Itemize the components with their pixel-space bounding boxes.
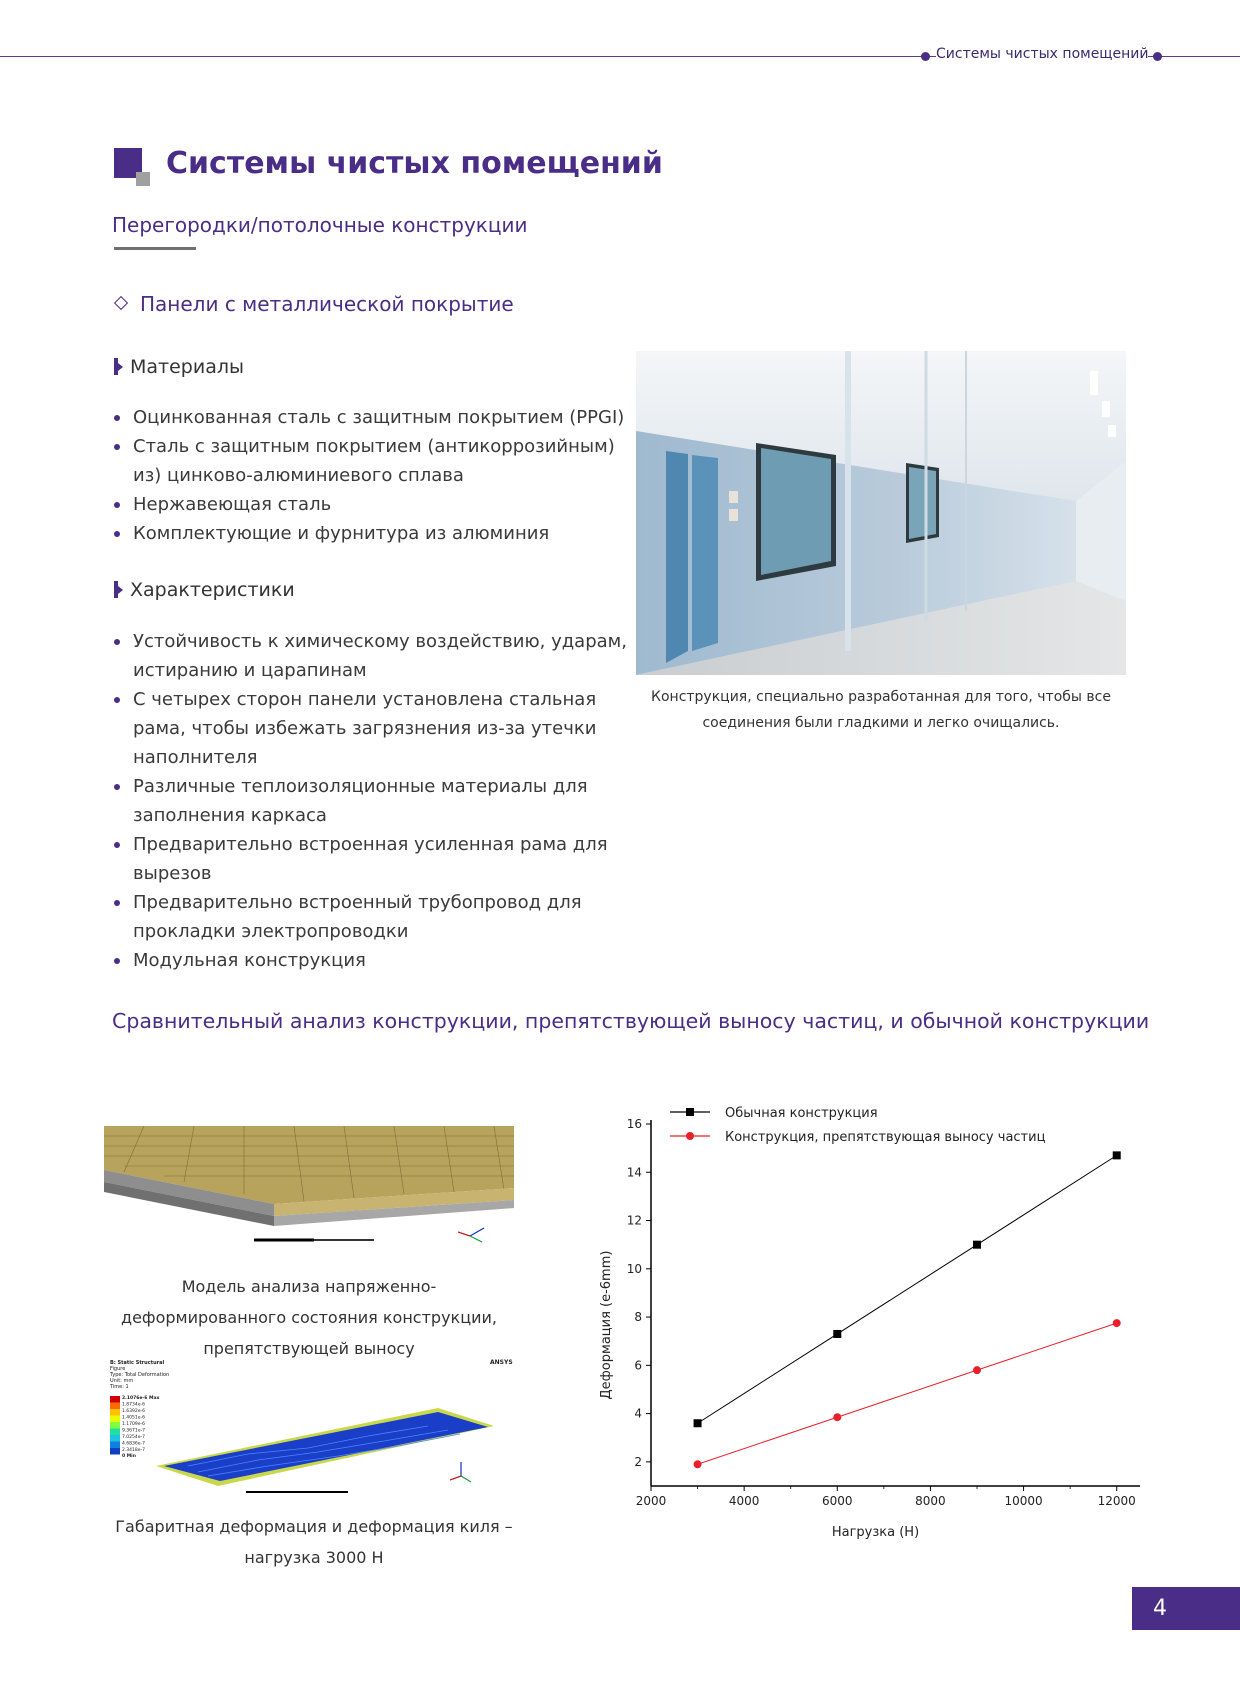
- ansys-logo: ANSYS: [490, 1359, 513, 1366]
- legend-label: Обычная конструкция: [725, 1106, 878, 1121]
- legend-label: 1.6392e-6: [122, 1409, 146, 1414]
- y-tick-label: 12: [626, 1213, 642, 1228]
- x-tick-label: 6000: [822, 1494, 853, 1508]
- list-item: Предварительно встроенная усиленная рама для вырезов: [112, 830, 632, 888]
- ansys-header-line: Time: 1: [110, 1384, 129, 1390]
- data-point: [1113, 1319, 1121, 1327]
- data-point: [694, 1419, 702, 1427]
- legend-label: 1.4051e-6: [122, 1415, 146, 1421]
- series-line: [698, 1323, 1117, 1464]
- diamond-icon: [114, 296, 128, 310]
- ansys-caption: Габаритная деформация и деформация киля – нагрузка 3000 Н: [115, 1517, 513, 1567]
- subtitle-underline: [114, 247, 196, 250]
- ansys-header-line: Figure: [110, 1366, 126, 1372]
- x-axis-label: Нагрузка (Н): [831, 1525, 920, 1540]
- header-dot-right: [1153, 52, 1162, 61]
- legend-label: 7.0254e-7: [122, 1435, 146, 1440]
- y-tick-label: 10: [626, 1261, 642, 1276]
- series-line: [698, 1155, 1117, 1423]
- list-item: Комплектующие и фурнитура из алюминия: [112, 519, 632, 548]
- x-tick-label: 2000: [635, 1494, 667, 1508]
- cleanroom-corridor-photo: [636, 351, 1126, 675]
- y-tick-label: 16: [626, 1117, 642, 1131]
- data-point: [833, 1413, 841, 1421]
- y-tick-label: 14: [626, 1165, 642, 1180]
- y-tick-label: 2: [634, 1454, 642, 1469]
- list-item: Модульная конструкция: [112, 946, 632, 975]
- list-item: С четырех сторон панели установлена стальная рама, чтобы избежать загрязнения из-за утечки наполнителя: [112, 685, 632, 772]
- ansys-header-line: Unit: mm: [110, 1378, 134, 1384]
- photo-caption: Конструкция, специально разработанная для того, чтобы все соединения были гладкими и легко очищались.: [651, 689, 1111, 731]
- data-point: [1113, 1151, 1121, 1159]
- legend-label: 9.3671e-7: [122, 1428, 146, 1434]
- legend-label: 2.3418e-7: [122, 1448, 146, 1453]
- list-item: Нержавеющая сталь: [112, 490, 632, 519]
- flag-marker-icon: [114, 358, 118, 375]
- materials-list: [112, 403, 632, 548]
- list-item: Предварительно встроенный трубопровод для прокладки электропроводки: [112, 888, 632, 946]
- list-item: Оцинкованная сталь с защитным покрытием (PPGI): [112, 403, 632, 432]
- ansys-deformation-figure: [108, 1356, 520, 1496]
- legend-marker: [686, 1132, 694, 1140]
- comparison-heading: Сравнительный анализ конструкции, препятствующей выносу частиц, и обычной конструкции: [112, 1009, 1150, 1033]
- header-dot-left: [921, 52, 930, 61]
- materials-heading: [114, 356, 244, 378]
- characteristics-heading-text: Характеристики: [130, 579, 295, 601]
- y-tick-label: 6: [634, 1358, 642, 1373]
- data-point: [973, 1241, 981, 1249]
- subtitle: Перегородки/потолочные конструкции: [112, 213, 528, 237]
- materials-heading-text: Материалы: [130, 356, 244, 378]
- legend-label: 1.8734e-6: [122, 1402, 146, 1408]
- x-tick-label: 8000: [915, 1494, 946, 1508]
- x-tick-label: 4000: [728, 1494, 760, 1508]
- section-heading-text: Панели с металлической покрытие: [140, 292, 514, 316]
- data-point: [833, 1330, 841, 1338]
- data-point: [694, 1460, 702, 1468]
- title-square-icon: [114, 148, 150, 186]
- list-item: Различные теплоизоляционные материалы для заполнения каркаса: [112, 772, 632, 830]
- data-point: [973, 1366, 981, 1374]
- ansys-header-line: B: Static Structural: [110, 1360, 165, 1366]
- page-number: 4: [1153, 1596, 1167, 1621]
- list-item: Устойчивость к химическому воздействию, ударам, истиранию и царапинам: [112, 627, 632, 685]
- deformation-chart: [590, 1100, 1150, 1550]
- list-item: Сталь с защитным покрытием (антикоррозийным) из) цинково-алюминиевого сплава: [112, 432, 632, 490]
- ansys-header-line: Type: Total Deformation: [110, 1372, 170, 1378]
- y-axis-label: Деформация (e-6mm): [599, 1250, 614, 1400]
- flag-marker-icon: [114, 581, 118, 598]
- model-caption: Модель анализа напряженно-деформированного состояния конструкции, препятствующей выносу: [121, 1277, 497, 1358]
- legend-label: 4.6836e-7: [122, 1441, 146, 1447]
- legend-marker: [686, 1108, 694, 1116]
- legend-label: 2.1076e-6 Max: [122, 1396, 160, 1401]
- y-tick-label: 4: [634, 1406, 642, 1421]
- deformation-chart-svg: [590, 1100, 1150, 1550]
- section-heading: [112, 292, 514, 316]
- legend-label: Конструкция, препятствующая выносу частиц: [725, 1130, 1046, 1145]
- running-title: Системы чистых помещений: [936, 46, 1149, 62]
- characteristics-heading: [114, 579, 295, 601]
- x-tick-label: 12000: [1097, 1494, 1136, 1508]
- fe-model-figure: [104, 1124, 514, 1254]
- characteristics-list: [112, 627, 632, 975]
- y-tick-label: 8: [634, 1310, 642, 1325]
- page-title: Системы чистых помещений: [166, 146, 663, 181]
- legend-label: 0 Min: [122, 1454, 136, 1459]
- legend-label: 1.1709e-6: [122, 1422, 146, 1427]
- x-tick-label: 10000: [1004, 1494, 1043, 1508]
